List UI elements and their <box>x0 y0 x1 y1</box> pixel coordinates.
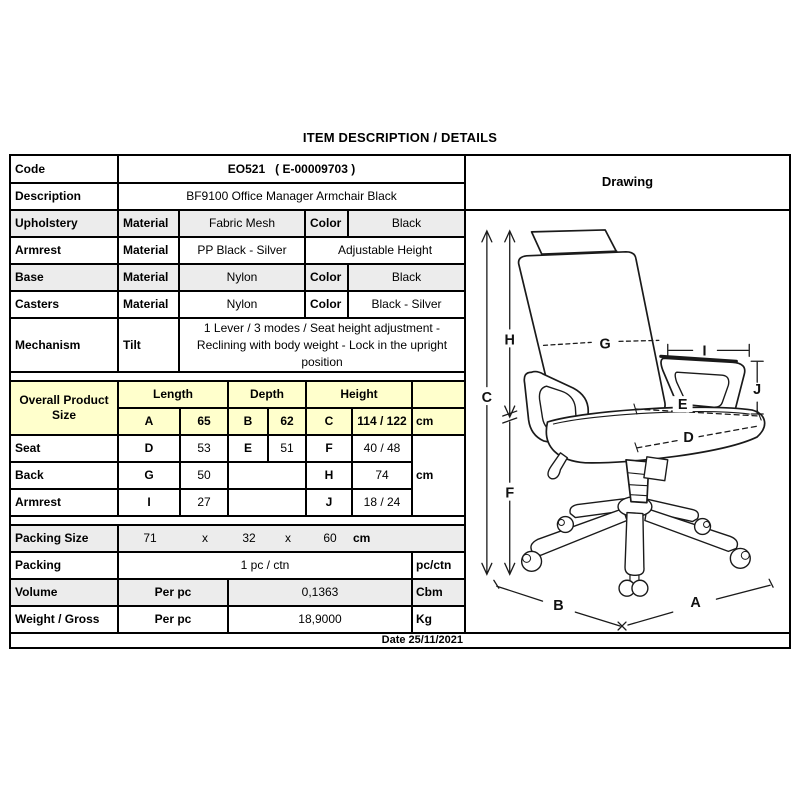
drawing-header: Drawing <box>465 155 790 210</box>
armrest-label: Armrest <box>10 237 118 264</box>
mechanism-value: 1 Lever / 3 modes / Seat height adjustment - Reclining with body weight - Lock in the upright position <box>179 318 465 372</box>
mechanism-label: Mechanism <box>10 318 118 372</box>
base-material-value: Nylon <box>179 264 305 291</box>
dim-label-f: F <box>505 485 515 502</box>
volume-basis: Per pc <box>118 579 228 606</box>
back-label: Back <box>10 462 118 489</box>
size-unit-merged: cm <box>412 435 465 516</box>
size-header-empty <box>412 381 465 408</box>
dim-label-b: B <box>553 598 564 615</box>
base-color-key: Color <box>305 264 348 291</box>
back-length-value: 50 <box>180 462 228 489</box>
overall-length-key: A <box>118 408 180 435</box>
back-depth-empty <box>228 462 306 489</box>
upholstery-color-value: Black <box>348 210 465 237</box>
spacer-row <box>10 372 465 381</box>
armrest-depth-empty <box>228 489 306 516</box>
seat-length-key: D <box>118 435 180 462</box>
volume-value: 0,1363 <box>228 579 412 606</box>
packing-size-sep1: x <box>202 531 208 545</box>
date-row: Date 25/11/2021 <box>10 633 790 648</box>
overall-depth-key: B <box>228 408 268 435</box>
upholstery-label: Upholstery <box>10 210 118 237</box>
dim-label-c: C <box>481 390 493 407</box>
packing-size-value <box>118 525 465 552</box>
armrest-material-key: Material <box>118 237 179 264</box>
upholstery-material-key: Material <box>118 210 179 237</box>
base-material-key: Material <box>118 264 179 291</box>
packing-size-unit: cm <box>353 531 371 545</box>
casters-material-key: Material <box>118 291 179 318</box>
armrest-length-value: 27 <box>180 489 228 516</box>
seat-depth-key: E <box>228 435 268 462</box>
size-header-height: Height <box>306 381 412 408</box>
packing-size-v3: 60 <box>323 531 337 545</box>
weight-value: 18,9000 <box>228 606 412 633</box>
size-section-label: Overall Product Size <box>10 381 118 435</box>
code-label: Code <box>10 155 118 183</box>
page-title: ITEM DESCRIPTION / DETAILS <box>302 130 498 145</box>
size-header-depth: Depth <box>228 381 306 408</box>
spacer-row <box>10 516 465 525</box>
back-height-key: H <box>306 462 352 489</box>
overall-unit: cm <box>412 408 465 435</box>
armrest-material-value: PP Black - Silver <box>179 237 305 264</box>
weight-basis: Per pc <box>118 606 228 633</box>
back-height-value: 74 <box>352 462 412 489</box>
armrest-dims-label: Armrest <box>10 489 118 516</box>
back-length-key: G <box>118 462 180 489</box>
dim-label-g: G <box>599 336 611 353</box>
packing-size-v2: 32 <box>242 531 256 545</box>
packing-size-v1: 71 <box>143 531 157 545</box>
overall-height-value: 114 / 122 <box>352 408 412 435</box>
mechanism-type-key: Tilt <box>118 318 179 372</box>
seat-height-key: F <box>306 435 352 462</box>
packing-size-sep2: x <box>285 531 291 545</box>
casters-material-value: Nylon <box>179 291 305 318</box>
description-label: Description <box>10 183 118 210</box>
base-color-value: Black <box>348 264 465 291</box>
overall-depth-value: 62 <box>268 408 306 435</box>
chair-drawing <box>466 211 789 632</box>
description-value: BF9100 Office Manager Armchair Black <box>118 183 465 210</box>
weight-unit: Kg <box>412 606 465 633</box>
volume-label: Volume <box>10 579 118 606</box>
weight-label: Weight / Gross <box>10 606 118 633</box>
seat-depth-value: 51 <box>268 435 306 462</box>
packing-unit: pc/ctn <box>412 552 465 579</box>
seat-label: Seat <box>10 435 118 462</box>
seat <box>546 407 764 463</box>
armrest-height-value: 18 / 24 <box>352 489 412 516</box>
volume-unit: Cbm <box>412 579 465 606</box>
seat-length-value: 53 <box>180 435 228 462</box>
casters-color-value: Black - Silver <box>348 291 465 318</box>
base-label: Base <box>10 264 118 291</box>
seat-height-value: 40 / 48 <box>352 435 412 462</box>
chair-shapes <box>519 230 765 596</box>
dim-line-i <box>668 344 749 356</box>
dim-label-i: I <box>702 343 707 360</box>
packing-size-label: Packing Size <box>10 525 118 552</box>
armrest-length-key: I <box>118 489 180 516</box>
upholstery-color-key: Color <box>305 210 348 237</box>
dim-label-e: E <box>677 397 688 414</box>
size-header-length: Length <box>118 381 228 408</box>
armrest-height-key: J <box>306 489 352 516</box>
spec-table <box>10 155 790 648</box>
gas-lift <box>618 460 652 596</box>
drawing-area <box>465 210 790 633</box>
casters-color-key: Color <box>305 291 348 318</box>
overall-length-value: 65 <box>180 408 228 435</box>
upholstery-material-value: Fabric Mesh <box>179 210 305 237</box>
armrest-feature-value: Adjustable Height <box>305 237 465 264</box>
dim-label-d: D <box>683 429 694 446</box>
dim-line-h <box>503 231 517 423</box>
casters-label: Casters <box>10 291 118 318</box>
packing-label: Packing <box>10 552 118 579</box>
dim-label-h: H <box>504 332 515 349</box>
code-value: EO521 ( E-00009703 ) <box>118 155 465 183</box>
packing-value: 1 pc / ctn <box>118 552 412 579</box>
dim-label-j: J <box>753 382 762 399</box>
overall-height-key: C <box>306 408 352 435</box>
dim-label-a: A <box>690 595 701 612</box>
